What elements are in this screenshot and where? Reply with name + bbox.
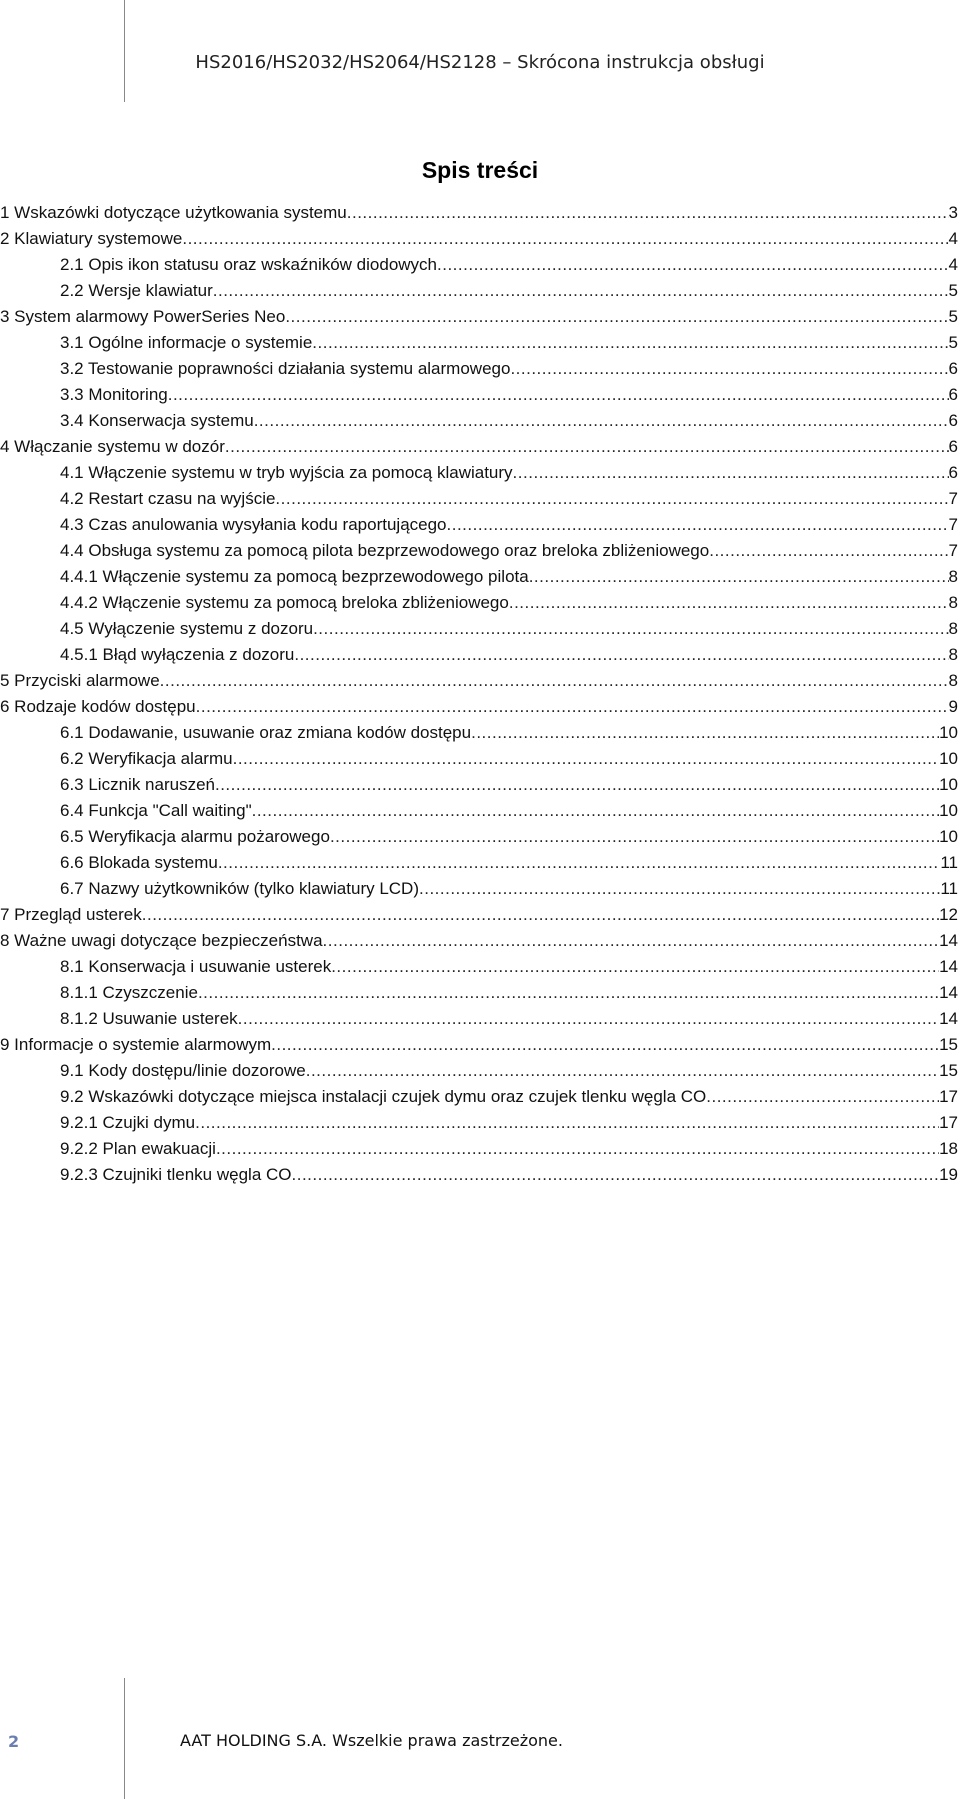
toc-entry[interactable]: [0, 902, 958, 928]
toc-entry-label: 3.1 Ogólne informacje o systemie: [60, 333, 313, 352]
toc-dot-leader: [195, 1110, 939, 1136]
toc-entry[interactable]: [0, 486, 958, 512]
toc-entry-label: 4.5 Wyłączenie systemu z dozoru: [60, 619, 314, 638]
toc-entry-page: 18: [939, 1139, 958, 1158]
toc-entry-label: 6.2 Weryfikacja alarmu: [60, 749, 233, 768]
toc-dot-leader: [252, 798, 939, 824]
toc-entry[interactable]: [0, 590, 958, 616]
toc-entry-page: 11: [940, 879, 958, 898]
toc-entry-label: 4.4.2 Włączenie systemu za pomocą breloka zbliżeniowego: [60, 593, 509, 612]
toc-entry[interactable]: [0, 1006, 958, 1032]
toc-dot-leader: [196, 694, 949, 720]
toc-entry[interactable]: [0, 226, 958, 252]
toc-entry-page: 4: [948, 255, 958, 274]
toc-entry-label: 6.3 Licznik naruszeń: [60, 775, 215, 794]
toc-dot-leader: [275, 486, 948, 512]
toc-entry-label: 8.1 Konserwacja i usuwanie usterek: [60, 957, 332, 976]
toc-dot-leader: [419, 876, 940, 902]
toc-entry-label: 9.2.3 Czujniki tlenku węgla CO: [60, 1165, 292, 1184]
toc-entry-page: 7: [948, 489, 958, 508]
toc-dot-leader: [529, 564, 949, 590]
toc-dot-leader: [218, 850, 941, 876]
toc-dot-leader: [312, 330, 948, 356]
toc-entry-page: 6: [948, 385, 958, 404]
toc-dot-leader: [142, 902, 939, 928]
toc-dot-leader: [331, 954, 939, 980]
toc-entry-page: 7: [948, 515, 958, 534]
toc-dot-leader: [306, 1058, 939, 1084]
toc-entry-page: 15: [939, 1061, 958, 1080]
toc-dot-leader: [323, 928, 940, 954]
toc-dot-leader: [168, 382, 949, 408]
toc-dot-leader: [225, 434, 949, 460]
page-header-title: HS2016/HS2032/HS2064/HS2128 – Skrócona instrukcja obsługi: [195, 52, 765, 73]
page-number: 2: [8, 1732, 20, 1751]
toc-dot-leader: [233, 746, 939, 772]
toc-entry[interactable]: [0, 538, 958, 564]
toc-entry-page: 12: [939, 905, 958, 924]
toc-entry[interactable]: [0, 408, 958, 434]
toc-entry[interactable]: [0, 564, 958, 590]
toc-entry-page: 8: [948, 645, 958, 664]
toc-entry[interactable]: [0, 330, 958, 356]
toc-dot-leader: [706, 1084, 939, 1110]
toc-entry[interactable]: [0, 876, 958, 902]
toc-entry[interactable]: [0, 642, 958, 668]
toc-entry-label: 9.1 Kody dostępu/linie dozorowe: [60, 1061, 306, 1080]
toc-entry[interactable]: [0, 954, 958, 980]
toc-entry-label: 2.1 Opis ikon statusu oraz wskaźników diodowych: [60, 255, 438, 274]
toc-entry-page: 6: [948, 411, 958, 430]
toc-dot-leader: [471, 720, 939, 746]
toc-entry-label: 4.4.1 Włączenie systemu za pomocą bezprzewodowego pilota: [60, 567, 529, 586]
toc-entry-page: 10: [939, 749, 958, 768]
toc-dot-leader: [216, 1136, 939, 1162]
toc-entry-page: 8: [948, 593, 958, 612]
toc-entry-page: 10: [939, 801, 958, 820]
toc-entry[interactable]: [0, 304, 958, 330]
toc-entry[interactable]: [0, 382, 958, 408]
toc-entry[interactable]: [0, 1058, 958, 1084]
toc-entry-page: 5: [948, 307, 958, 326]
toc-entry-page: 14: [939, 957, 958, 976]
toc-entry-page: 14: [939, 1009, 958, 1028]
toc-entry-page: 6: [948, 463, 958, 482]
toc-entry[interactable]: [0, 798, 958, 824]
toc-dot-leader: [509, 590, 949, 616]
toc-entry-page: 10: [939, 775, 958, 794]
toc-entry-page: 8: [948, 619, 958, 638]
toc-entry[interactable]: [0, 434, 958, 460]
toc-entry[interactable]: [0, 1136, 958, 1162]
toc-entry[interactable]: [0, 512, 958, 538]
toc-entry-label: 9.2 Wskazówki dotyczące miejsca instalacji czujek dymu oraz czujek tlenku węgla CO: [60, 1087, 707, 1106]
toc-entry-label: 6 Rodzaje kodów dostępu: [0, 697, 196, 716]
toc-dot-leader: [215, 772, 939, 798]
toc-entry-page: 10: [939, 827, 958, 846]
toc-entry-page: 4: [948, 229, 958, 248]
toc-entry[interactable]: [0, 694, 958, 720]
toc-entry[interactable]: [0, 356, 958, 382]
toc-entry[interactable]: [0, 772, 958, 798]
toc-entry-label: 4.3 Czas anulowania wysyłania kodu raportującego: [60, 515, 447, 534]
toc-entry-label: 6.1 Dodawanie, usuwanie oraz zmiana kodów dostępu: [60, 723, 472, 742]
toc-entry-page: 9: [948, 697, 958, 716]
toc-dot-leader: [330, 824, 939, 850]
toc-entry[interactable]: [0, 980, 958, 1006]
toc-entry[interactable]: [0, 252, 958, 278]
toc-entry-page: 10: [939, 723, 958, 742]
toc-entry-label: 3 System alarmowy PowerSeries Neo: [0, 307, 286, 326]
toc-dot-leader: [513, 460, 949, 486]
toc-entry-page: 14: [939, 983, 958, 1002]
toc-entry-label: 3.2 Testowanie poprawności działania systemu alarmowego: [60, 359, 511, 378]
toc-entry-label: 9.2.2 Plan ewakuacji: [60, 1139, 216, 1158]
toc-entry-label: 4 Włączanie systemu w dozór: [0, 437, 225, 456]
toc-dot-leader: [437, 252, 949, 278]
toc-entry-page: 6: [948, 437, 958, 456]
toc-entry-page: 14: [939, 931, 958, 950]
toc-entry-page: 15: [939, 1035, 958, 1054]
toc-entry-page: 8: [948, 567, 958, 586]
toc-entry-page: 5: [948, 333, 958, 352]
toc-entry-label: 7 Przegląd usterek: [0, 905, 142, 924]
toc-entry[interactable]: [0, 460, 958, 486]
footer-copyright: AAT HOLDING S.A. Wszelkie prawa zastrzeżone.: [180, 1731, 563, 1750]
toc-entry-label: 4.1 Włączenie systemu w tryb wyjścia za pomocą klawiatury: [60, 463, 513, 482]
toc-entry-label: 8.1.2 Usuwanie usterek: [60, 1009, 238, 1028]
toc-entry-label: 6.4 Funkcja "Call waiting": [60, 801, 252, 820]
toc-entry-page: 3: [948, 203, 958, 222]
toc-entry[interactable]: [0, 1032, 958, 1058]
toc-entry-label: 6.5 Weryfikacja alarmu pożarowego: [60, 827, 330, 846]
toc-dot-leader: [238, 1006, 939, 1032]
toc-entry-label: 4.4 Obsługa systemu za pomocą pilota bezprzewodowego oraz breloka zbliżeniowego: [60, 541, 710, 560]
toc-entry-page: 5: [948, 281, 958, 300]
toc-entry-label: 9 Informacje o systemie alarmowym: [0, 1035, 272, 1054]
toc-dot-leader: [182, 226, 948, 252]
toc-entry-page: 17: [939, 1113, 958, 1132]
toc-entry[interactable]: [0, 928, 958, 954]
toc-entry-page: 17: [939, 1087, 958, 1106]
toc-dot-leader: [447, 512, 949, 538]
toc-dot-leader: [254, 408, 949, 434]
toc-dot-leader: [294, 642, 948, 668]
toc-dot-leader: [709, 538, 948, 564]
header-divider-line: [124, 0, 125, 102]
toc-entry-label: 6.7 Nazwy użytkowników (tylko klawiatury LCD): [60, 879, 419, 898]
toc-dot-leader: [292, 1162, 940, 1188]
toc-entry[interactable]: [0, 200, 958, 226]
toc-dot-leader: [198, 980, 939, 1006]
toc-dot-leader: [271, 1032, 939, 1058]
toc-entry[interactable]: [0, 746, 958, 772]
toc-entry-label: 1 Wskazówki dotyczące użytkowania systemu: [0, 203, 347, 222]
toc-entry[interactable]: [0, 1162, 958, 1188]
toc-entry-label: 3.3 Monitoring: [60, 385, 168, 404]
toc-entry[interactable]: [0, 1110, 958, 1136]
toc-dot-leader: [347, 200, 949, 226]
toc-entry-label: 2.2 Wersje klawiatur: [60, 281, 213, 300]
toc-entry[interactable]: [0, 1084, 958, 1110]
toc-dot-leader: [160, 668, 949, 694]
toc-entry[interactable]: [0, 616, 958, 642]
toc-dot-leader: [213, 278, 949, 304]
toc-dot-leader: [510, 356, 948, 382]
toc-entry-page: 11: [940, 853, 958, 872]
toc-entry[interactable]: [0, 720, 958, 746]
table-of-contents: [0, 200, 958, 1188]
toc-entry-page: 7: [948, 541, 958, 560]
toc-entry-label: 3.4 Konserwacja systemu: [60, 411, 254, 430]
toc-entry-label: 8 Ważne uwagi dotyczące bezpieczeństwa: [0, 931, 323, 950]
toc-entry-label: 5 Przyciski alarmowe: [0, 671, 160, 690]
toc-entry-page: 6: [948, 359, 958, 378]
toc-entry-label: 4.2 Restart czasu na wyjście: [60, 489, 276, 508]
toc-entry-label: 8.1.1 Czyszczenie: [60, 983, 198, 1002]
toc-entry[interactable]: [0, 668, 958, 694]
toc-entry[interactable]: [0, 824, 958, 850]
toc-title: Spis treści: [421, 157, 539, 183]
toc-entry-page: 19: [939, 1165, 958, 1184]
toc-entry-label: 4.5.1 Błąd wyłączenia z dozoru: [60, 645, 295, 664]
toc-dot-leader: [285, 304, 948, 330]
toc-entry-page: 8: [948, 671, 958, 690]
toc-entry[interactable]: [0, 850, 958, 876]
toc-entry[interactable]: [0, 278, 958, 304]
footer-divider-line: [124, 1678, 125, 1799]
toc-entry-label: 6.6 Blokada systemu: [60, 853, 218, 872]
toc-entry-label: 2 Klawiatury systemowe: [0, 229, 183, 248]
toc-dot-leader: [313, 616, 948, 642]
toc-entry-label: 9.2.1 Czujki dymu: [60, 1113, 196, 1132]
